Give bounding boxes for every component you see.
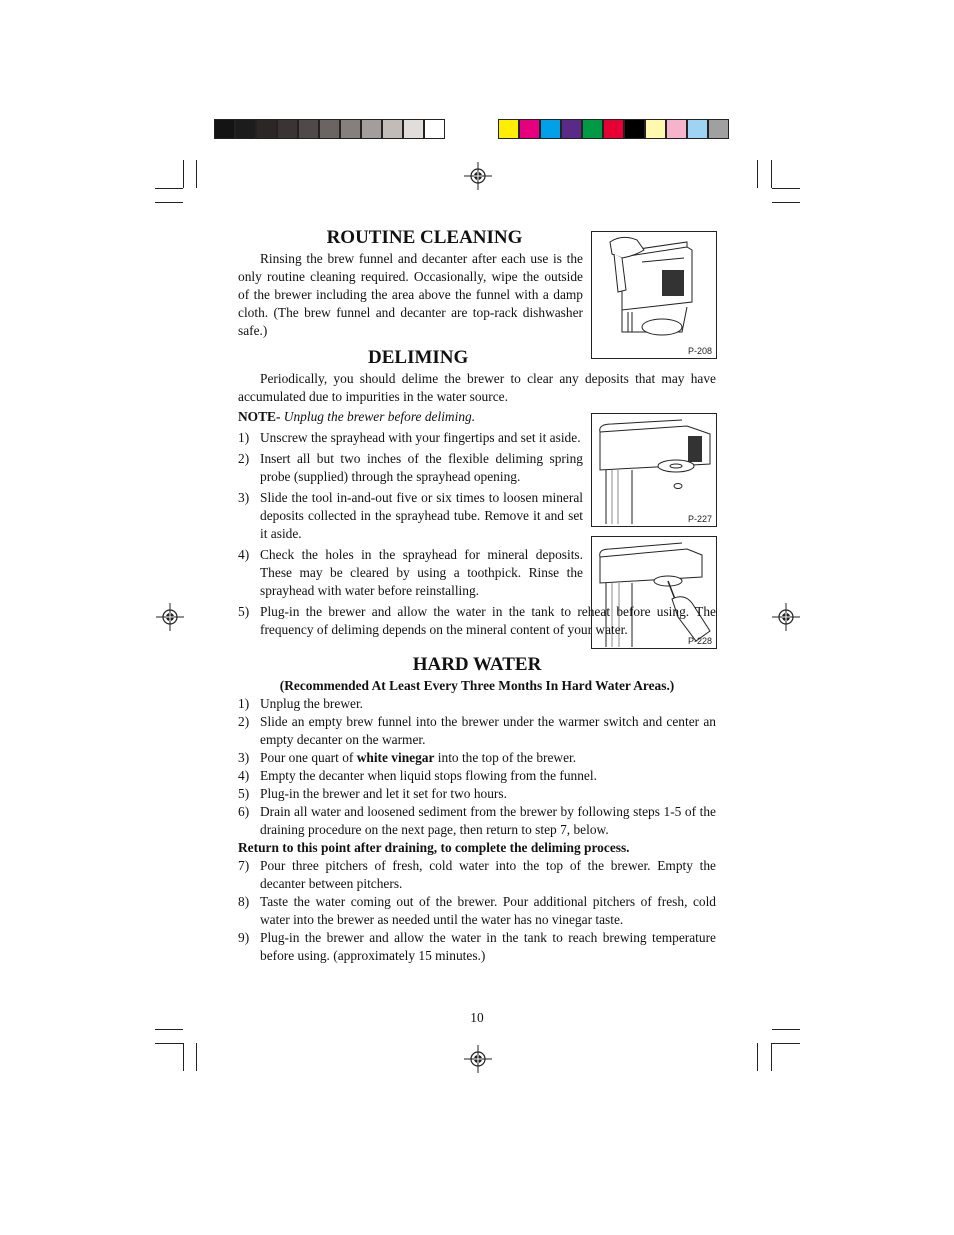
step-number: 3)	[238, 750, 250, 765]
color-swatch	[340, 119, 361, 139]
step-text: Slide an empty brew funnel into the brewer under the warmer switch and center an empty decanter on the warmer.	[260, 714, 716, 747]
color-swatch	[603, 119, 624, 139]
list-item	[238, 857, 716, 893]
hard-water-heading: HARD WATER	[412, 654, 542, 675]
color-swatch	[645, 119, 666, 139]
step-text: Taste the water coming out of the brewer. Pour additional pitchers of fresh, cold water into the brewer as needed until the water has no vinegar taste.	[260, 894, 716, 927]
step-text: Unplug the brewer.	[260, 696, 364, 711]
color-swatch	[256, 119, 277, 139]
color-swatch	[624, 119, 645, 139]
color-swatch	[319, 119, 340, 139]
figure-label: P-208	[687, 346, 712, 356]
list-item	[238, 450, 583, 486]
step-text: Empty the decanter when liquid stops flowing from the funnel.	[260, 768, 597, 783]
list-item	[238, 713, 716, 749]
crop-mark	[772, 1043, 800, 1044]
list-item	[238, 546, 583, 600]
list-item	[238, 929, 716, 965]
hard-water-steps	[238, 695, 716, 749]
crop-mark	[196, 1043, 197, 1071]
step-text: Plug-in the brewer and let it set for two hours.	[260, 786, 507, 801]
crop-mark	[772, 202, 800, 203]
color-swatch	[582, 119, 603, 139]
list-item	[238, 893, 716, 929]
color-swatch	[519, 119, 540, 139]
registration-target-icon	[464, 1045, 492, 1073]
list-item	[238, 785, 716, 803]
crop-mark	[155, 1043, 183, 1044]
crop-mark	[183, 160, 184, 188]
crop-mark	[772, 1029, 800, 1030]
deliming-intro: Periodically, you should delime the brewer to clear any deposits that may have accumulated due to impurities in the water source.	[238, 371, 716, 404]
hard-water-steps	[238, 857, 716, 965]
page-number: 10	[470, 1010, 484, 1025]
step-text-pre: Pour one quart of	[260, 750, 357, 765]
step-text	[260, 749, 716, 767]
color-swatch	[498, 119, 519, 139]
registration-target-icon	[156, 603, 184, 631]
step-text: Pour three pitchers of fresh, cold water into the top of the brewer. Empty the decanter between pitchers.	[260, 858, 716, 891]
routine-cleaning-heading: ROUTINE CLEANING	[326, 227, 523, 248]
step-text: Drain all water and loosened sediment from the brewer by following steps 1-5 of the draining procedure on the next page, then return to step 7, below.	[260, 804, 716, 837]
figure-label: P-227	[687, 514, 712, 524]
color-swatch	[403, 119, 424, 139]
color-swatch	[424, 119, 445, 139]
crop-mark	[772, 188, 800, 189]
step-text: Unscrew the sprayhead with your fingertips and set it aside.	[260, 430, 581, 445]
color-swatch	[666, 119, 687, 139]
list-item	[238, 489, 583, 543]
list-item	[238, 767, 716, 785]
crop-mark	[155, 188, 183, 189]
color-swatch	[298, 119, 319, 139]
crop-mark	[771, 160, 772, 188]
step-text-post: into the top of the brewer.	[434, 750, 577, 765]
page-content	[238, 226, 716, 965]
list-item	[238, 803, 716, 839]
deliming-steps	[238, 429, 583, 600]
deliming-heading: DELIMING	[368, 347, 469, 368]
deliming-note	[238, 408, 583, 426]
step-number: 4)	[238, 768, 250, 783]
color-swatch	[277, 119, 298, 139]
color-calibration-bar	[498, 119, 729, 139]
step-number: 2)	[238, 451, 250, 466]
color-swatch	[382, 119, 403, 139]
step-number: 9)	[238, 930, 250, 945]
color-swatch	[561, 119, 582, 139]
hard-water-subtitle: (Recommended At Least Every Three Months In Hard Water Areas.)	[279, 678, 675, 693]
hard-water-step-3	[238, 749, 716, 767]
return-note: Return to this point after draining, to complete the deliming process.	[238, 840, 630, 855]
step-text: Insert all but two inches of the flexible deliming spring probe (supplied) through the sprayhead opening.	[260, 451, 583, 484]
step-number: 2)	[238, 714, 250, 729]
crop-mark	[757, 1043, 758, 1071]
color-swatch	[361, 119, 382, 139]
crop-mark	[757, 160, 758, 188]
registration-target-icon	[772, 603, 800, 631]
crop-mark	[183, 1043, 184, 1071]
list-item	[238, 429, 583, 447]
grayscale-calibration-bar	[214, 119, 445, 139]
step-text: Plug-in the brewer and allow the water in the tank to reach brewing temperature before using. (approximately 15 minutes.)	[260, 930, 716, 963]
hard-water-steps	[238, 767, 716, 839]
white-vinegar-emphasis: white vinegar	[356, 750, 435, 765]
step-number: 1)	[238, 696, 250, 711]
note-text: Unplug the brewer before deliming.	[283, 409, 476, 424]
crop-mark	[196, 160, 197, 188]
color-swatch	[687, 119, 708, 139]
crop-mark	[771, 1043, 772, 1071]
note-label: NOTE-	[238, 409, 281, 424]
color-swatch	[235, 119, 256, 139]
routine-cleaning-text: Rinsing the brew funnel and decanter after each use is the only routine cleaning required. Occasionally, wipe the outside of the brewer including the area above the funnel with a damp cloth. (The brew funnel and decanter are top-rack dishwasher safe.)	[238, 251, 583, 338]
step-number: 1)	[238, 430, 250, 445]
step-number: 3)	[238, 490, 250, 505]
color-swatch	[708, 119, 729, 139]
step-number: 5)	[238, 786, 250, 801]
color-swatch	[214, 119, 235, 139]
step-text: Check the holes in the sprayhead for mineral deposits. These may be cleared by using a toothpick. Rinse the sprayhead with water before reinstalling.	[260, 547, 583, 598]
registration-target-icon	[464, 162, 492, 190]
figure-label: P-228	[687, 636, 712, 646]
step-number: 7)	[238, 858, 250, 873]
list-item	[238, 603, 716, 639]
deliming-step-5	[238, 603, 716, 639]
step-number: 8)	[238, 894, 250, 909]
step-text: Slide the tool in-and-out five or six times to loosen mineral deposits collected in the sprayhead tube. Remove it and set it aside.	[260, 490, 583, 541]
step-number: 6)	[238, 804, 250, 819]
list-item	[238, 695, 716, 713]
color-swatch	[540, 119, 561, 139]
crop-mark	[155, 1029, 183, 1030]
step-text: Plug-in the brewer and allow the water in the tank to reheat before using. The frequency of deliming depends on the mineral content of your water.	[260, 604, 716, 637]
step-number: 5)	[238, 604, 250, 619]
crop-mark	[155, 202, 183, 203]
step-number: 4)	[238, 547, 250, 562]
